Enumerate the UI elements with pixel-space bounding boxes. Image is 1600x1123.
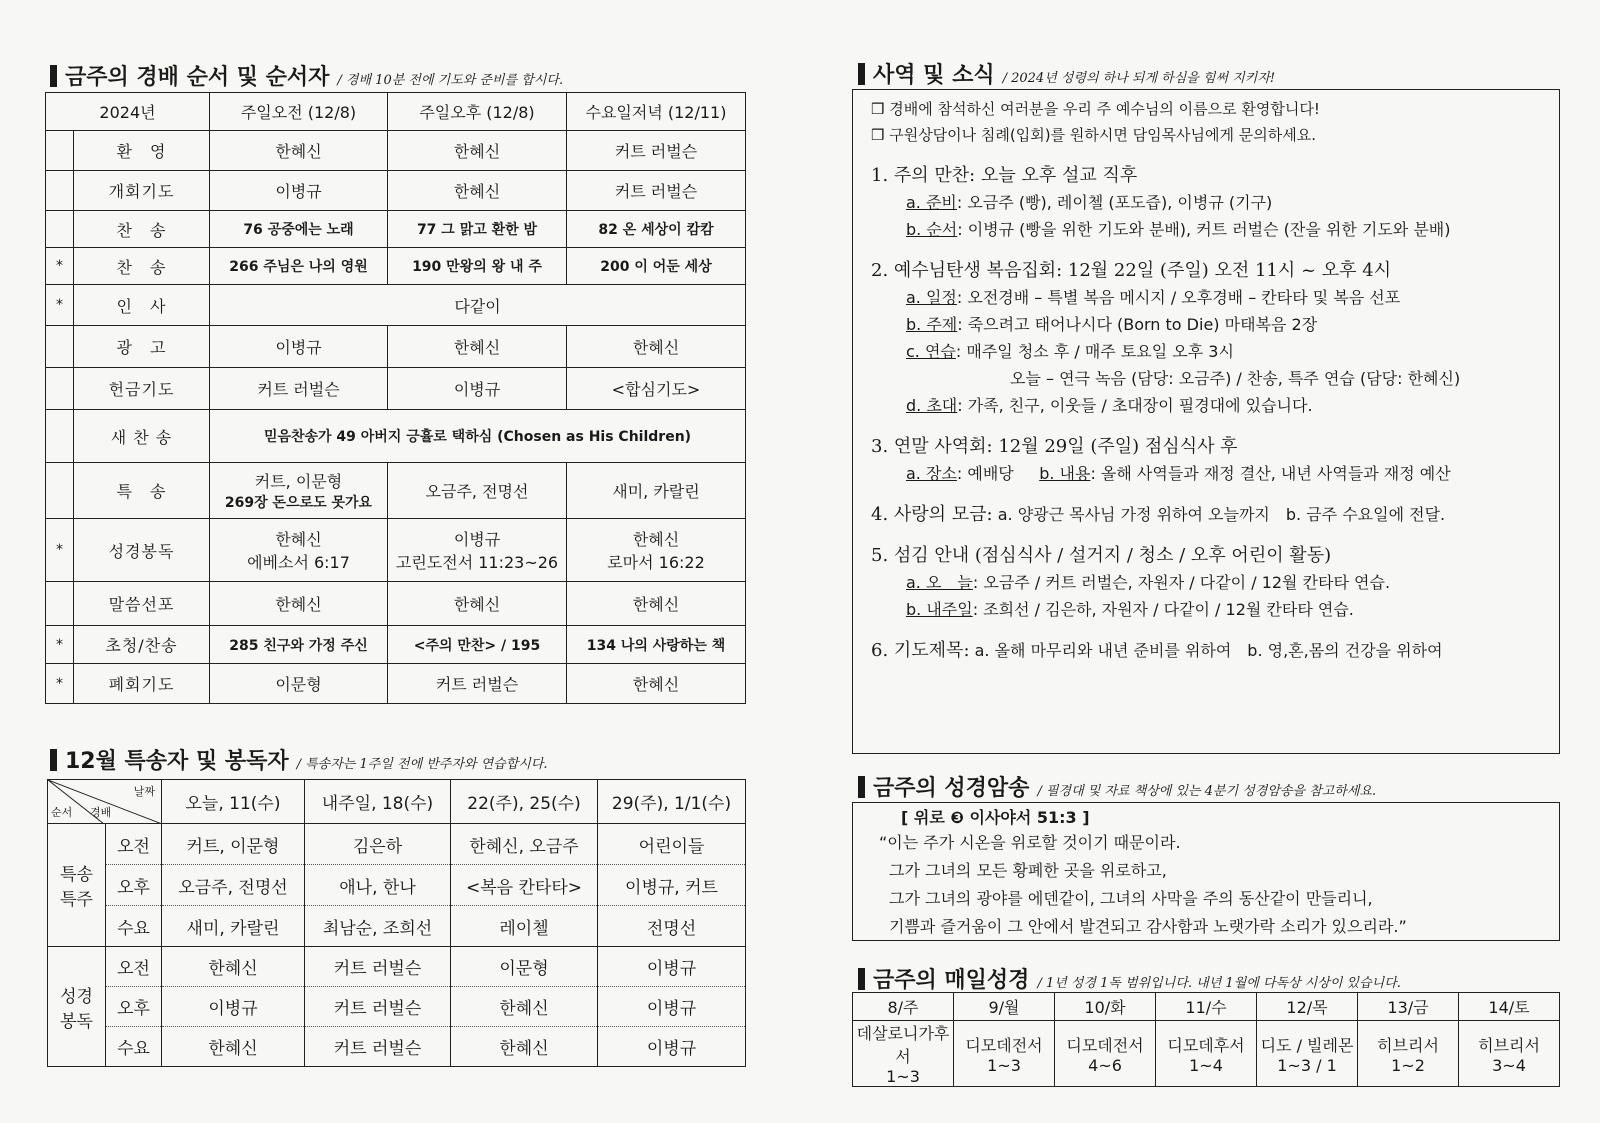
- stand-mark: [46, 410, 74, 463]
- cell: 77 그 맑고 환한 밤: [388, 211, 567, 248]
- worship-order-table: [45, 92, 746, 704]
- cell: 이병규, 커트: [598, 865, 746, 906]
- special-section-title: [50, 744, 548, 775]
- cell: 믿음찬송가 49 아버지 긍휼로 택하심 (Chosen as His Children): [210, 410, 746, 463]
- cell: 한혜신: [388, 582, 567, 626]
- service-label: 오후: [106, 987, 162, 1027]
- sub-text: : 매주일 청소 후 / 매주 토요일 오후 3시: [955, 342, 1234, 361]
- stand-mark: *: [46, 285, 74, 326]
- reading-cell: [1156, 1021, 1257, 1087]
- reading-cell: [1358, 1021, 1459, 1087]
- chapters: 4~6: [1088, 1055, 1122, 1075]
- cell: 새미, 카랄린: [567, 463, 746, 519]
- chapters: 1~2: [1391, 1055, 1425, 1075]
- table-row: [48, 947, 746, 987]
- news-item-3: [871, 433, 1541, 487]
- sub-text: : 오금주 / 커트 러벌슨, 자원자 / 다같이 / 12월 칸타타 연습.: [972, 573, 1391, 592]
- news-box: [852, 89, 1560, 754]
- day-header: 9/월: [954, 993, 1055, 1021]
- table-row: [48, 906, 746, 947]
- reading-cell: [1257, 1021, 1358, 1087]
- sub-text: : 조희선 / 김은하, 자원자 / 다같이 / 12월 칸타타 연습.: [972, 600, 1354, 619]
- table-corner-header: [48, 780, 162, 824]
- news-item-2: [871, 257, 1541, 419]
- group-label-reading: 성경 봉독: [48, 947, 106, 1067]
- day-header: 13/금: [1358, 993, 1459, 1021]
- title-bar: [50, 749, 57, 771]
- book: 디모데후서: [1167, 1035, 1245, 1055]
- cell: 한혜신, 오금주: [451, 824, 598, 865]
- sub-label: b. 주제: [906, 315, 958, 334]
- service-label: 오후: [106, 865, 162, 906]
- item-heading: 4. 사랑의 모금:: [871, 504, 993, 525]
- service-label: 오전: [106, 824, 162, 865]
- service-label: 수요: [106, 1027, 162, 1067]
- stand-mark: *: [46, 626, 74, 664]
- cell: [567, 519, 746, 582]
- stand-mark: *: [46, 519, 74, 582]
- cell: 한혜신: [210, 582, 388, 626]
- welcome-line: ❒ 경배에 참석하신 여러분을 우리 주 예수님의 이름으로 환영합니다!: [871, 100, 1320, 118]
- cell: <복음 칸타타>: [451, 865, 598, 906]
- col-header-date: 22(주), 25(수): [451, 780, 598, 824]
- news-subtitle: / 2024년 성령의 하나 되게 하심을 힘써 지키자!: [1002, 71, 1276, 86]
- cell: [388, 519, 567, 582]
- cell: 이병규: [210, 326, 388, 368]
- cell: [210, 519, 388, 582]
- sub-label: b. 내주일: [906, 600, 973, 619]
- book: 디도 / 빌레몬: [1260, 1035, 1354, 1055]
- cell-line: 커트, 이문형: [254, 472, 343, 491]
- day-header: 12/목: [1257, 993, 1358, 1021]
- cell: 레이첼: [451, 906, 598, 947]
- cell: 전명선: [598, 906, 746, 947]
- cell: 커트 러벌슨: [210, 368, 388, 410]
- cell: 134 나의 사랑하는 책: [567, 626, 746, 664]
- memory-title: 금주의 성경암송: [873, 776, 1030, 801]
- news-title: 사역 및 소식: [873, 63, 995, 88]
- col-header-sun-am: 주일오전 (12/8): [210, 93, 388, 131]
- worship-subtitle: / 경배 10분 전에 기도와 준비를 합시다.: [337, 73, 564, 88]
- order-item: 찬 송: [74, 248, 210, 285]
- verse-reference: [ 위로 ❸ 이사야서 51:3 ]: [901, 808, 1090, 827]
- table-row: [46, 410, 746, 463]
- cell: 최남순, 조희선: [305, 906, 451, 947]
- cell: 76 공중에는 노래: [210, 211, 388, 248]
- sub-text: : 가족, 친구, 이웃들 / 초대장이 필경대에 있습니다.: [957, 396, 1313, 415]
- table-row: [46, 626, 746, 664]
- cell: 이병규: [388, 368, 567, 410]
- stand-mark: [46, 131, 74, 171]
- cell: 한혜신: [162, 947, 305, 987]
- table-row: [48, 865, 746, 906]
- sub-label: a. 준비: [906, 193, 957, 212]
- counsel-line: ❒ 구원상담이나 침례(입회)를 원하시면 담임목사님에게 문의하세요.: [871, 126, 1316, 144]
- cell: 커트 러벌슨: [567, 131, 746, 171]
- item-heading: 5. 섬김 안내 (점심식사 / 설거지 / 청소 / 오후 어린이 활동): [871, 545, 1332, 566]
- order-item: 새 찬 송: [74, 410, 210, 463]
- table-row: [46, 519, 746, 582]
- table-row: [853, 993, 1560, 1021]
- sub-text: a. 양광근 목사님 가정 위하여 오늘까지 b. 금주 수요일에 전달.: [992, 505, 1446, 524]
- sub-label: b. 내용: [1039, 464, 1091, 483]
- cell: 한혜신: [388, 326, 567, 368]
- cell: 애나, 한나: [305, 865, 451, 906]
- stand-mark: [46, 326, 74, 368]
- special-title: 12월 특송자 및 봉독자: [65, 749, 289, 774]
- order-item: 특 송: [74, 463, 210, 519]
- cell: 한혜신: [567, 582, 746, 626]
- cell: 커트 러벌슨: [305, 987, 451, 1027]
- group-label-special: 특송 특주: [48, 824, 106, 947]
- sub-text: : 예배당: [956, 464, 1014, 483]
- news-item-6: [871, 637, 1541, 664]
- cell: 이문형: [210, 664, 388, 704]
- book: 히브리서: [1377, 1035, 1439, 1055]
- corner-date-label: 날짜: [133, 785, 155, 798]
- cell: 이병규: [598, 987, 746, 1027]
- day-header: 14/토: [1459, 993, 1560, 1021]
- book: 디모데전서: [1066, 1035, 1144, 1055]
- chapters: 1~4: [1189, 1055, 1223, 1075]
- verse-line: 그가 그녀의 모든 황폐한 곳을 위로하고,: [889, 861, 1167, 880]
- col-header-year: 2024년: [46, 93, 210, 131]
- sub-text: : 오전경배 – 특별 복음 메시지 / 오후경배 – 칸타타 및 복음 선포: [956, 288, 1401, 307]
- stand-mark: [46, 368, 74, 410]
- sub-label: a. 장소: [906, 464, 957, 483]
- reading-cell: [853, 1021, 954, 1087]
- stand-mark: *: [46, 248, 74, 285]
- cell: 이병규: [210, 171, 388, 211]
- cell: 오금주, 전명선: [388, 463, 567, 519]
- daily-section-title: [858, 963, 1401, 994]
- cell: 285 친구와 가정 주신: [210, 626, 388, 664]
- order-item: 찬 송: [74, 211, 210, 248]
- cell: 커트 러벌슨: [305, 947, 451, 987]
- stand-mark: [46, 582, 74, 626]
- memory-subtitle: / 필경대 및 자료 책상에 있는 4분기 성경암송을 참고하세요.: [1037, 784, 1377, 799]
- cell: <주의 만찬> / 195: [388, 626, 567, 664]
- table-row: [46, 248, 746, 285]
- cell: 다같이: [210, 285, 746, 326]
- table-row: [46, 463, 746, 519]
- reading-cell: [954, 1021, 1055, 1087]
- chapters: 3~4: [1492, 1055, 1526, 1075]
- stand-mark: [46, 463, 74, 519]
- memory-verse-box: [852, 802, 1560, 941]
- cell: 김은하: [305, 824, 451, 865]
- cell: 오금주, 전명선: [162, 865, 305, 906]
- cell-line: 고린도전서 11:23~26: [395, 553, 559, 572]
- cell: 한혜신: [567, 326, 746, 368]
- cell: 이병규: [162, 987, 305, 1027]
- cell: <합심기도>: [567, 368, 746, 410]
- cell-line: 로마서 16:22: [607, 553, 705, 572]
- day-header: 8/주: [853, 993, 954, 1021]
- table-row: [48, 987, 746, 1027]
- book: 데살로니가후서: [856, 1024, 950, 1066]
- reading-cell: [1459, 1021, 1560, 1087]
- table-row: [46, 211, 746, 248]
- title-bar: [50, 65, 57, 87]
- table-row: [48, 1027, 746, 1067]
- col-header-sun-pm: 주일오후 (12/8): [388, 93, 567, 131]
- col-header-date: 29(주), 1/1(수): [598, 780, 746, 824]
- order-item: 인 사: [74, 285, 210, 326]
- special-schedule-table: [47, 779, 746, 1067]
- verse-line: 그가 그녀의 광야를 에덴같이, 그녀의 사막을 주의 동산같이 만들리니,: [889, 889, 1373, 908]
- daily-bible-table: [852, 992, 1560, 1087]
- sub-text: : 죽으려고 태어나시다 (Born to Die) 마태복음 2장: [957, 315, 1318, 334]
- worship-title: 금주의 경배 순서 및 순서자: [65, 65, 330, 90]
- table-row: [46, 368, 746, 410]
- order-item: 환 영: [74, 131, 210, 171]
- corner-service-label: 경배: [90, 806, 112, 819]
- cell: [210, 463, 388, 519]
- reading-cell: [1055, 1021, 1156, 1087]
- table-row: [853, 1021, 1560, 1087]
- title-bar: [858, 63, 865, 85]
- cell: 한혜신: [388, 171, 567, 211]
- cell: 한혜신: [210, 131, 388, 171]
- order-item: 말씀선포: [74, 582, 210, 626]
- sub-label: d. 초대: [906, 396, 958, 415]
- book: 디모데전서: [965, 1035, 1043, 1055]
- item-heading: 1. 주의 만찬: 오늘 오후 설교 직후: [871, 165, 1138, 186]
- cell-line: 에베소서 6:17: [247, 553, 350, 572]
- cell: 82 온 세상이 캄캄: [567, 211, 746, 248]
- col-header-date: 오늘, 11(수): [162, 780, 305, 824]
- verse-line: 기쁨과 즐거움이 그 안에서 발견되고 감사함과 노랫가락 소리가 있으리라.”: [889, 917, 1407, 936]
- cell: 한혜신: [451, 1027, 598, 1067]
- cell: 266 주님은 나의 영원: [210, 248, 388, 285]
- cell-line: 269장 돈으로도 못가요: [224, 495, 373, 511]
- table-row: [46, 131, 746, 171]
- order-item: 광 고: [74, 326, 210, 368]
- cell: 새미, 카랄린: [162, 906, 305, 947]
- service-label: 수요: [106, 906, 162, 947]
- order-item: 개회기도: [74, 171, 210, 211]
- cell-line: 한혜신: [632, 530, 680, 549]
- item-heading: 6. 기도제목:: [871, 640, 970, 661]
- sub-text: a. 올해 마무리와 내년 준비를 위하여 b. 영,혼,몸의 건강을 위하여: [969, 641, 1443, 660]
- daily-subtitle: / 1년 성경 1독 범위입니다. 내년 1월에 다독상 시상이 있습니다.: [1037, 976, 1401, 991]
- chapters: 1~3: [987, 1055, 1021, 1075]
- cell: 190 만왕의 왕 내 주: [388, 248, 567, 285]
- chapters: 1~3 / 1: [1277, 1055, 1337, 1075]
- cell: 한혜신: [162, 1027, 305, 1067]
- order-item: 초청/찬송: [74, 626, 210, 664]
- sub-text: 오늘 – 연극 녹음 (담당: 오금주) / 찬송, 특주 연습 (담당: 한혜신): [1010, 369, 1461, 388]
- cell: 한혜신: [567, 664, 746, 704]
- cell-line: 이병규: [453, 530, 501, 549]
- item-heading: 3. 연말 사역회: 12월 29일 (주일) 점심식사 후: [871, 436, 1238, 457]
- sub-label: b. 순서: [906, 220, 958, 239]
- day-header: 10/화: [1055, 993, 1156, 1021]
- cell: 커트, 이문형: [162, 824, 305, 865]
- cell: 커트 러벌슨: [567, 171, 746, 211]
- news-item-4: [871, 501, 1541, 528]
- sub-label: a. 일정: [906, 288, 957, 307]
- news-item-1: [871, 162, 1541, 243]
- table-row: [48, 824, 746, 865]
- order-item: 성경봉독: [74, 519, 210, 582]
- cell-line: 한혜신: [275, 530, 322, 549]
- col-header-date: 내주일, 18(수): [305, 780, 451, 824]
- stand-mark: [46, 171, 74, 211]
- special-subtitle: / 특송자는 1주일 전에 반주자와 연습합시다.: [296, 757, 548, 772]
- order-item: 헌금기도: [74, 368, 210, 410]
- sub-text: : 이병규 (빵을 위한 기도와 분배), 커트 러벌슨 (잔을 위한 기도와 분배): [957, 220, 1451, 239]
- stand-mark: [46, 211, 74, 248]
- day-header: 11/수: [1156, 993, 1257, 1021]
- col-header-wed: 수요일저녁 (12/11): [567, 93, 746, 131]
- cell: 커트 러벌슨: [388, 664, 567, 704]
- book: 히브리서: [1478, 1035, 1540, 1055]
- sub-text: : 올해 사역들과 재정 결산, 내년 사역들과 재정 예산: [1090, 464, 1451, 483]
- news-section-title: [858, 58, 1275, 89]
- cell: 이병규: [598, 1027, 746, 1067]
- corner-order-label: 순서: [51, 806, 73, 819]
- table-row: [46, 171, 746, 211]
- table-row: [46, 664, 746, 704]
- order-item: 폐회기도: [74, 664, 210, 704]
- news-item-5: [871, 542, 1541, 623]
- memory-section-title: [858, 771, 1376, 802]
- daily-title: 금주의 매일성경: [873, 968, 1030, 993]
- cell: 200 이 어둔 세상: [567, 248, 746, 285]
- table-row: [46, 582, 746, 626]
- cell: 이병규: [598, 947, 746, 987]
- cell: 한혜신: [388, 131, 567, 171]
- sub-label: c. 연습: [906, 342, 956, 361]
- table-row: [46, 285, 746, 326]
- table-row: [46, 326, 746, 368]
- title-bar: [858, 968, 865, 990]
- service-label: 오전: [106, 947, 162, 987]
- cell: 이문형: [451, 947, 598, 987]
- item-heading: 2. 예수님탄생 복음집회: 12월 22일 (주일) 오전 11시 ~ 오후 4시: [871, 260, 1392, 281]
- cell: 한혜신: [451, 987, 598, 1027]
- sub-label: a. 오 늘: [906, 573, 973, 592]
- chapters: 1~3: [886, 1067, 920, 1086]
- cell: 커트 러벌슨: [305, 1027, 451, 1067]
- verse-line: “이는 주가 시온을 위로할 것이기 때문이라.: [879, 833, 1181, 852]
- cell: 어린이들: [598, 824, 746, 865]
- worship-section-title: [50, 60, 563, 91]
- stand-mark: *: [46, 664, 74, 704]
- title-bar: [858, 776, 865, 798]
- sub-text: : 오금주 (빵), 레이첼 (포도즙), 이병규 (기구): [956, 193, 1273, 212]
